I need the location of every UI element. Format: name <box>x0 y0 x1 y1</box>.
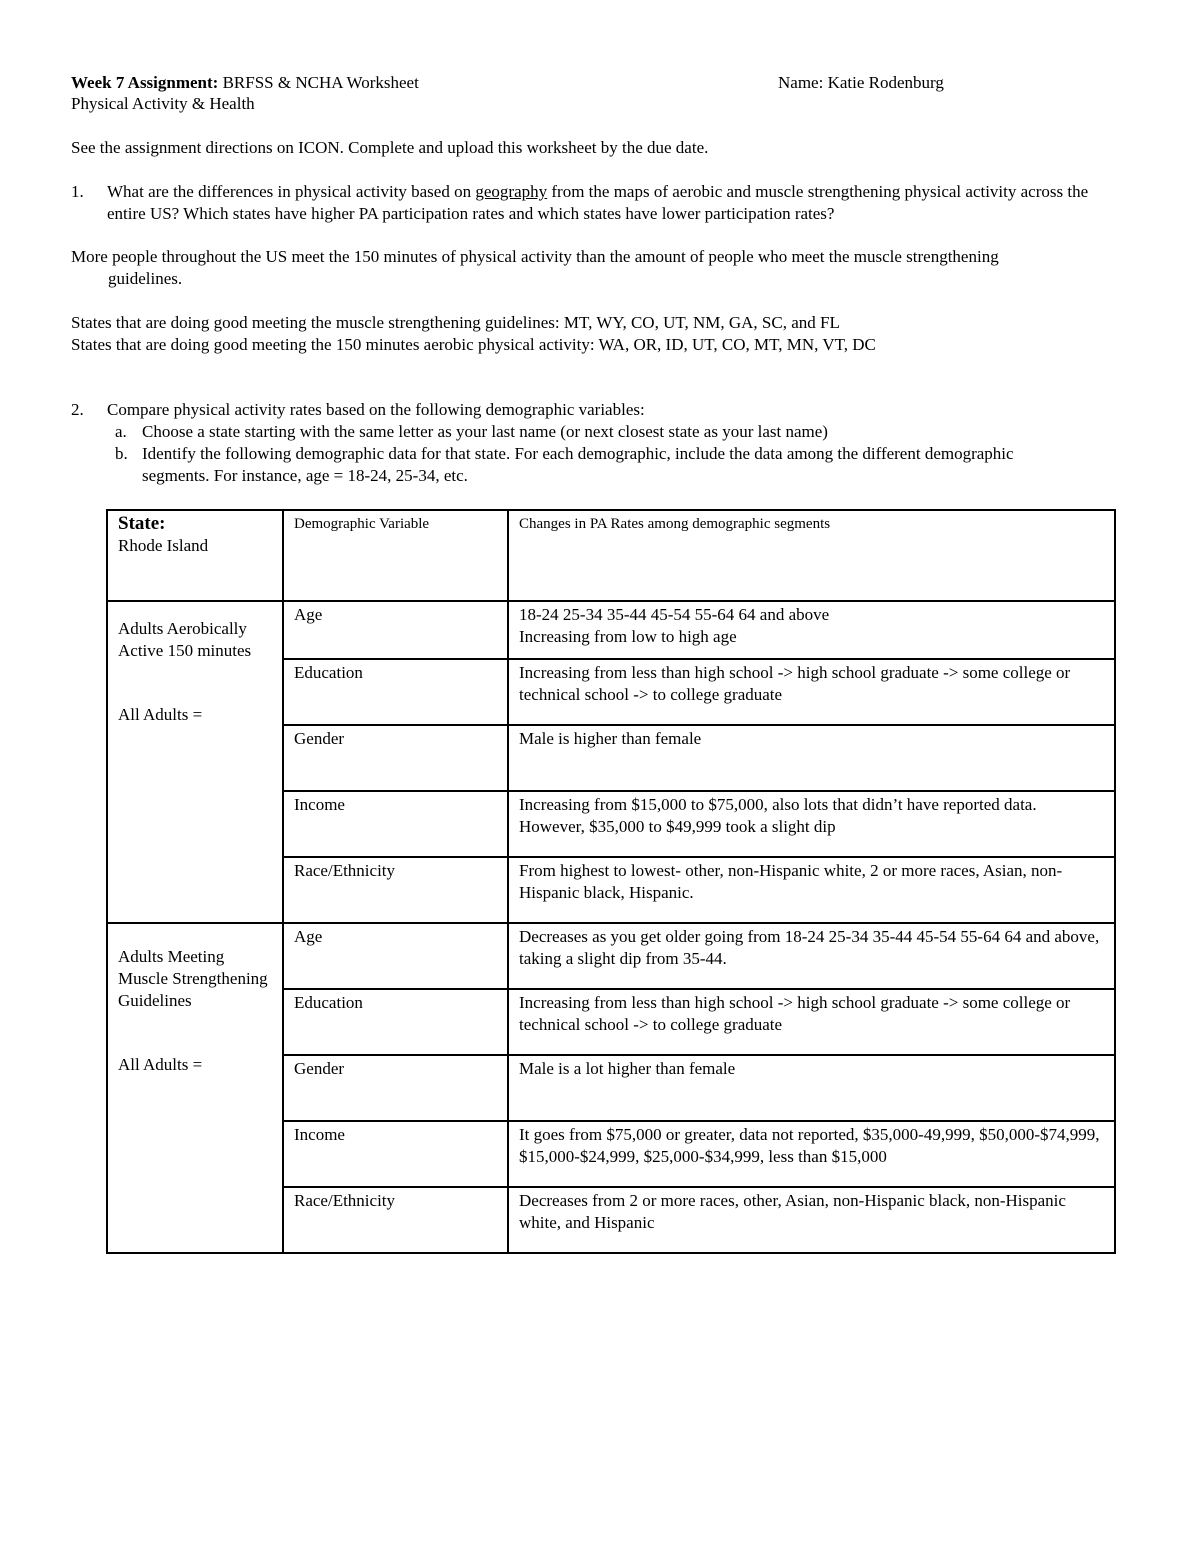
group1-variable-race: Race/Ethnicity <box>283 857 508 923</box>
demographic-table <box>106 509 1116 1254</box>
group1-change-race: From highest to lowest- other, non-Hispanic white, 2 or more races, Asian, non-Hispanic black, Hispanic. <box>508 857 1115 923</box>
col-header-variable: Demographic Variable <box>283 510 508 601</box>
group2-variable-gender: Gender <box>283 1055 508 1121</box>
group2-change-race: Decreases from 2 or more races, other, Asian, non-Hispanic black, non-Hispanic white, and Hispanic <box>508 1187 1115 1253</box>
q1-text-after: from the maps of aerobic and muscle strengthening physical activity across the entire US? Which states have higher PA participation rates and which states have lower participation rates? <box>107 182 1089 223</box>
state-value: Rhode Island <box>118 536 209 555</box>
group1-all-adults: All Adults = <box>118 705 203 724</box>
group2-variable-race: Race/Ethnicity <box>283 1187 508 1253</box>
group1-age-line1: 18-24 25-34 35-44 45-54 55-64 64 and above <box>519 605 830 624</box>
q2-b-text: Identify the following demographic data for that state. For each demographic, include the data among the different demographic segments. For instance, age = 18-24, 25-34, etc. <box>142 444 1014 485</box>
q2-a-text: Choose a state starting with the same letter as your last name (or next closest state as your last name) <box>142 422 828 441</box>
intro-text: See the assignment directions on ICON. Complete and upload this worksheet by the due date. <box>71 138 709 157</box>
assignment-title-rest: BRFSS & NCHA Worksheet <box>218 73 419 92</box>
q1-underlined: geography <box>475 182 548 201</box>
state-cell <box>107 510 283 601</box>
group1-variable-gender: Gender <box>283 725 508 791</box>
group1-change-age <box>508 601 1115 659</box>
group1-change-income: Increasing from $15,000 to $75,000, also lots that didn’t have reported data. However, $35,000 to $49,999 took a slight dip <box>508 791 1115 857</box>
q1-aerobic-states: States that are doing good meeting the 150 minutes aerobic physical activity: WA, OR, ID, UT, CO, MT, MN, VT, DC <box>71 335 876 354</box>
q1-answer <box>71 246 1071 290</box>
q2-text: Compare physical activity rates based on the following demographic variables: <box>107 400 645 419</box>
group1-variable-education: Education <box>283 659 508 725</box>
q2-a-marker: a. <box>115 422 127 441</box>
table-row <box>107 923 1115 989</box>
q1-muscle-states: States that are doing good meeting the muscle strengthening guidelines: MT, WY, CO, UT, NM, GA, SC, and FL <box>71 313 840 332</box>
group2-variable-age: Age <box>283 923 508 989</box>
assignment-title <box>71 72 419 94</box>
q1-number: 1. <box>71 182 84 201</box>
q2-b-marker: b. <box>115 444 128 463</box>
student-name: Name: Katie Rodenburg <box>778 73 944 92</box>
group1-change-education: Increasing from less than high school -> high school graduate -> some college or technical school -> to college graduate <box>508 659 1115 725</box>
group2-change-education: Increasing from less than high school -> high school graduate -> some college or technical school -> to college graduate <box>508 989 1115 1055</box>
table-row <box>107 601 1115 659</box>
group2-change-gender: Male is a lot higher than female <box>508 1055 1115 1121</box>
q2-number: 2. <box>71 400 84 419</box>
col-header-changes: Changes in PA Rates among demographic segments <box>508 510 1115 601</box>
q1-text-before: What are the differences in physical activity based on <box>107 182 476 201</box>
group2-label-cell <box>107 923 283 1253</box>
group1-variable-age: Age <box>283 601 508 659</box>
group1-label-cell <box>107 601 283 923</box>
group1-label: Adults Aerobically Active 150 minutes <box>118 619 252 660</box>
state-label: State: <box>118 513 166 534</box>
assignment-title-bold: Week 7 Assignment: <box>71 73 219 92</box>
group1-age-line2: Increasing from low to high age <box>519 627 737 646</box>
q1-answer-text: More people throughout the US meet the 150 minutes of physical activity than the amount of people who meet the muscle strengthening guidelines. <box>71 247 999 288</box>
group1-variable-income: Income <box>283 791 508 857</box>
group2-all-adults: All Adults = <box>118 1055 203 1074</box>
assignment-subtitle: Physical Activity & Health <box>71 94 255 113</box>
group2-variable-education: Education <box>283 989 508 1055</box>
group2-change-age: Decreases as you get older going from 18-24 25-34 35-44 45-54 55-64 64 and above, taking a slight dip from 35-44. <box>508 923 1115 989</box>
table-header-row <box>107 510 1115 601</box>
group2-label: Adults Meeting Muscle Strengthening Guidelines <box>118 947 268 1010</box>
q1-text <box>107 181 1107 225</box>
group2-variable-income: Income <box>283 1121 508 1187</box>
group2-change-income: It goes from $75,000 or greater, data not reported, $35,000-49,999, $50,000-$74,999, $15,000-$24,999, $25,000-$34,999, less than $15,000 <box>508 1121 1115 1187</box>
group1-change-gender: Male is higher than female <box>508 725 1115 791</box>
